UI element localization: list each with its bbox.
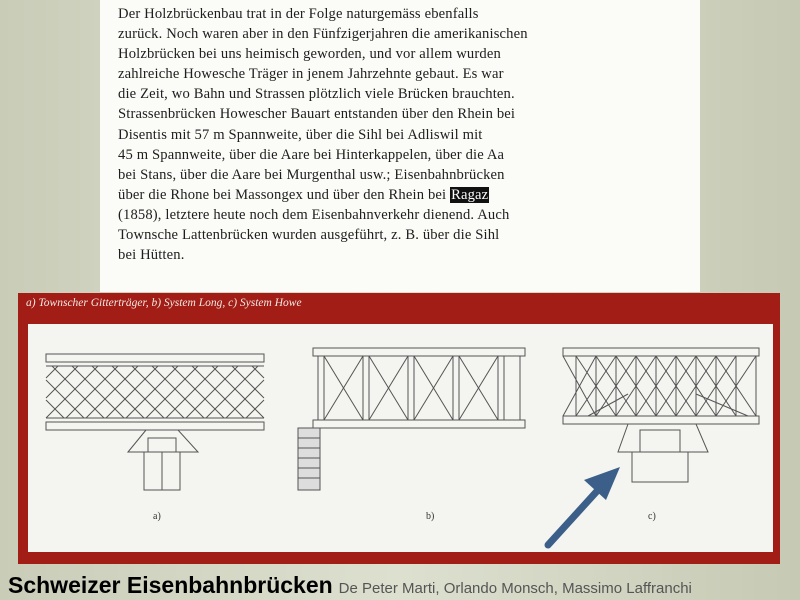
text-line-part: über die Rhone bei Massongex und über den Rhein bei (118, 186, 447, 203)
text-line: Disentis mit 57 m Spannweite, über die Sihl bei Adliswil mit (118, 126, 483, 143)
figure-caption: a) Townscher Gitterträger, b) System Long, c) System Howe (26, 297, 302, 309)
highlighted-word: Ragaz (451, 186, 489, 203)
footer (8, 572, 692, 599)
text-line: zurück. Noch waren aber in den Fünfzigerjahren die amerikanischen (118, 26, 528, 43)
text-line: 45 m Spannweite, über die Aare bei Hinterkappelen, über die Aa (118, 146, 505, 163)
figure-label-a: a) (153, 511, 161, 522)
footer-title: Schweizer Eisenbahnbrücken (8, 572, 333, 598)
text-line: (1858), letztere heute noch dem Eisenbahnverkehr dienend. Auch (118, 206, 510, 223)
text-line: Der Holzbrückenbau trat in der Folge naturgemäss ebenfalls (118, 6, 479, 22)
text-line: zahlreiche Howesche Träger in jenem Jahrzehnte gebaut. Es war (118, 66, 504, 83)
text-line: Holzbrücken bei uns heimisch geworden, und vor allem wurden (118, 46, 501, 63)
figure-label-c: c) (648, 511, 656, 522)
text-line: bei Hütten. (118, 247, 185, 264)
footer-authors: De Peter Marti, Orlando Monsch, Massimo Laffranchi (338, 580, 692, 597)
text-line: Strassenbrücken Howescher Bauart entstanden über den Rhein bei (118, 106, 516, 123)
text-line: die Zeit, wo Bahn und Strassen plötzlich viele Brücken brauchten. (118, 86, 515, 103)
figure-label-b: b) (426, 511, 435, 522)
text-line: Townsche Lattenbrücken wurden ausgeführt, z. B. über die Sihl (118, 227, 500, 244)
text-line: bei Stans, über die Aare bei Murgenthal usw.; Eisenbahnbrücken (118, 166, 505, 183)
